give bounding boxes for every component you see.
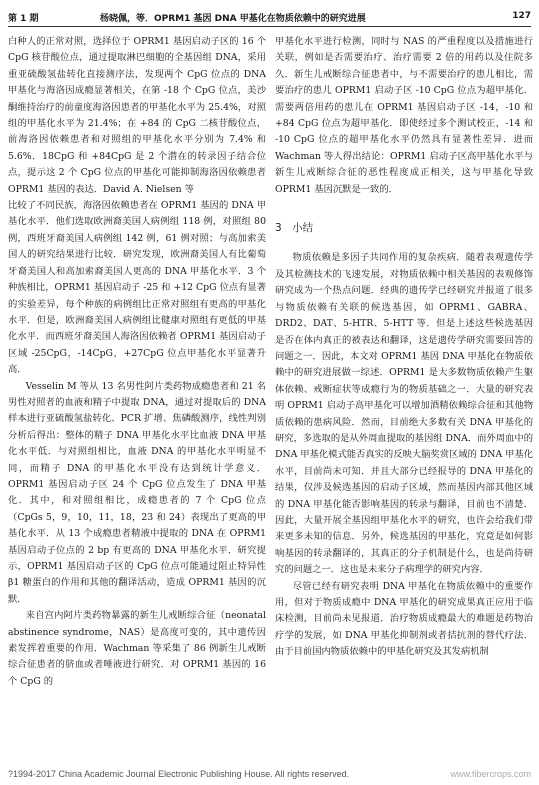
running-title: 杨晓佩，等．OPRM1 基因 DNA 甲基化在物质依赖中的研究进展: [100, 14, 366, 24]
paragraph-4: 来自宫内阿片类药物暴露的新生儿戒断综合征（neonatal abstinence syndrome，NAS）是高度可变的，其中遗传因素发挥着重要的作用．Wachman 等采集了 86 例新生儿戒断综合征患者的脐血或者唾液进行研究．对 OPRM1 基因的 16 个 CpG 的: [8, 610, 266, 687]
paragraph-6: 物质依赖是多因子共同作用的复杂疾病．随着表观遗传学及其检测技术的飞速发展，对物质依赖中相关基因的表观修饰研究成为一个热点问题．经典的遗传学已经研究并报道了很多与物质依赖有关联的候选基因，如 OPRM1、GABRA、DRD2、DAT、5-HTR、5-HTT 等．但是上述这些候选基因是否在体内真正的被表达和翻译，这是遗传学研究需要回答的问题之一．因此，本文对 OPRM1 基因 DNA 甲基化在物质依赖中的研究进展做一综述．OPRM1 是大多数物质依赖产生躯体依赖、戒断症状等成瘾行为的物质基础之一．大量的研究表明 OPRM1 启动子高甲基化可以增加酒精依赖综合征和其他物质依赖的患病风险．然而，目前绝大多数有关 DNA 甲基化的研究，多选取的是从外周血提取的基因组 DNA．而外周血中的 DNA 甲基化模式能否真实的反映大脑奖赏区域的 DNA 甲基化水平，目前尚未可知．并且大部分已经报导的 DNA 甲基化的结果，仅涉及候选基因的启动子区域，然而基因内部其他区域的 DNA 甲基化能否影响基因的转录与翻译，目前也不清楚．因此，大量开展全基因组甲基化水平的研究，也许会给我们带来更多未知的信息．另外，候选基因的甲基化，究竟是如何影响基因的转录翻译的，其真正的分子机制是什么，也是尚待研究的问题之一．这也是未来分子病理学的研究内容．: [275, 252, 534, 576]
left-column: [8, 34, 266, 690]
header-rule: [8, 26, 531, 27]
copyright-text: ?1994-2017 China Academic Journal Electronic Publishing House. All rights reserved.: [8, 769, 350, 779]
page-header: [8, 8, 531, 24]
page-footer: [8, 769, 531, 783]
paragraph-7: 尽管已经有研究表明 DNA 甲基化在物质依赖中的重要作用，但对于物质成瘾中 DNA 甲基化的研究成果真正应用于临床检测，目前尚未见报道．治疗物质成瘾最大的难题是药物治疗学的发展，如 DNA 甲基化抑制剂或者拮抗剂的替代疗法．由于目前国内物质依赖中的甲基化研究及其发病机制: [275, 580, 533, 658]
watermark-text: www.fibercrops.com: [450, 769, 531, 779]
paragraph-2: 比较了不同民族，海洛因依赖患者在 OPRM1 基因的 DNA 甲基化水平．他们选取欧洲裔美国人病例组 118 例，对照组 80 例，西班牙裔美国人病例组 142 例，61 例对照；与高加索美国人的研究结果进行比较．研究发现，欧洲裔美国人有比葡萄牙裔美国人和高加索裔美国人更高的 DNA 甲基化水平．3 个种族相比，OPRM1 基因启动子 -25 和 +12 CpG 位点有显著的实验差异，每个种族的病例组比正常对照组有更高的甲基化水平．但是，欧洲裔美国人病例组比健康对照组有更低的甲基化水平．而西班牙裔美国人海洛因依赖者 OPRM1 基因启动子区域 -25CpG，-14CpG，+27CpG 位点甲基化水平显著升高．: [8, 200, 266, 376]
paragraph-5: 甲基化水平进行检测，同时与 NAS 的严重程度以及措施进行关联，例如是否需要治疗、治疗需要 2 倍的用药以及住院多久．新生儿戒断综合征患者中，与不需要治疗的患儿相比，需要治疗的患儿 OPRM1 启动子区 -10 CpG 位点为超甲基化．需要两倍用药的患儿在 OPRM1 基因启动子区 -14，-10 和 +84 CpG 位点为超甲基化．即使经过多个测试校正，-14 和 -10 CpG 位点的超甲基化水平仍然具有显著性差异．进而 Wachman 等人得出结论：OPRM1 启动子区高甲基化水平与新生儿戒断综合征的恶性程度成正相关，这与甲基化导致 OPRM1 基因沉默是一致的．: [275, 36, 533, 195]
page-number: 127: [512, 11, 531, 21]
section-title: 3 小结: [275, 222, 314, 235]
paragraph-1: 白种人的正常对照，选择位于 OPRM1 基因启动子区的 16 个 CpG 核苷酸位点，通过提取淋巴细胞的全基因组 DNA，采用重亚硫酸氢盐转化直接测序法，发现两个 CpG 位点的 DNA 甲基化与海洛因成瘾显著相关，在第 -18 个 CpG 位点，美沙酮维持治疗的前童度海洛因患者的甲基化水平为 25.4%，对照组的甲基化水平为 21.4%；在 +84 的 CpG 二核苷酸位点，前海洛因依赖患者和对照组的甲基化水平分别为 7.4% 和 5.6%．18CpG 和 +84CpG 是 2 个潜在的转录因子结合位点，提示这 2 个 CpG 位点的甲基化可能抑制海洛因依赖患者 OPRM1 基因的表达．David A. Nielsen 等: [8, 36, 266, 195]
issue-label: 第 1 期: [8, 14, 39, 24]
paragraph-3: Vesselin M 等从 13 名男性阿片类药物成瘾患者和 21 名男性对照者的血液和精子中提取 DNA，通过对提取后的 DNA 样本进行亚硫酸氢盐转化、PCR 扩增、焦磷酸测序，线性判别分析后得出：整体的精子 DNA 甲基化水平比血液 DNA 甲基化水平低．与对照组相比，血液 DNA 的甲基化水平明显不同，而精子 DNA 的甲基化水平没有达到统计学意义．OPRM1 基因启动子区 24 个 CpG 位点发生了 DNA 甲基化．其中，和对照组相比，成瘾患者的 7 个 CpG 位点（CpGs 5，9，10，11，18，23 和 24）表现出了更高的甲基化水平．从 13 个成瘾患者精液中提取的 DNA 在 OPRM1 基因启动子位点的 2 bp 有更高的 DNA 甲基化水平．研究提示，OPRM1 基因启动子区的 CpG 位点可能通过阻止特异性 β1 糖蛋白的作用和其他的翻译活动，造成 OPRM1 基因的沉默．: [8, 380, 266, 605]
right-column: [275, 34, 533, 661]
